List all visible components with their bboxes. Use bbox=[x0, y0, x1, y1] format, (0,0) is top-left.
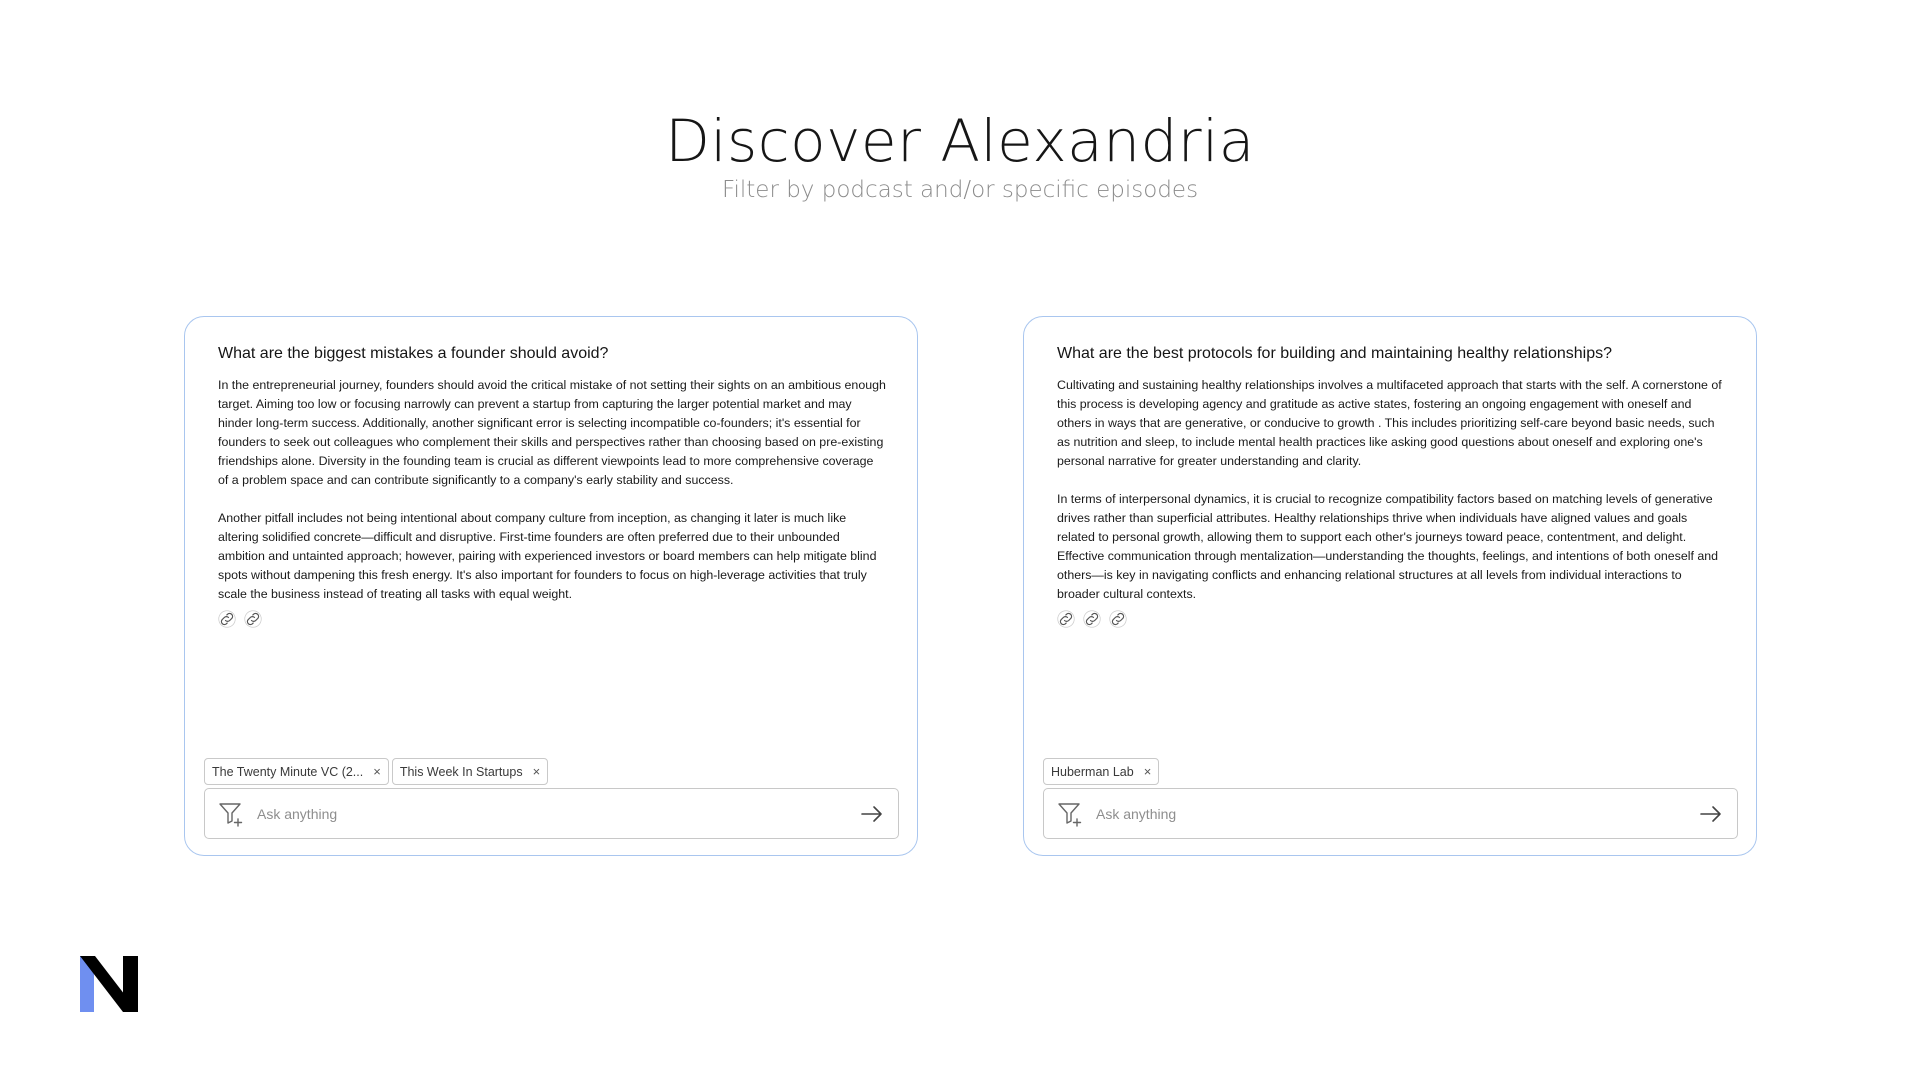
card-answer bbox=[1057, 376, 1726, 604]
card-question: What are the biggest mistakes a founder should avoid? bbox=[218, 345, 609, 362]
n-logo bbox=[80, 956, 138, 1012]
filter-plus-icon[interactable] bbox=[217, 800, 245, 828]
qa-card-healthy-relationships bbox=[1023, 316, 1757, 856]
ask-input[interactable] bbox=[257, 806, 860, 822]
link-icon[interactable] bbox=[1109, 610, 1127, 628]
filter-chip[interactable] bbox=[392, 758, 548, 785]
filter-plus-icon[interactable] bbox=[1056, 800, 1084, 828]
source-links bbox=[218, 610, 887, 628]
answer-paragraph: In terms of interpersonal dynamics, it is crucial to recognize compatibility factors based on matching levels of generative drives rather than superficial attributes. Healthy relationships thrive when individuals have aligned values and goals related to personal growth, allowing them to support each other's journeys toward peace, contentment, and delight. Effective communication through mentalization—understanding the thoughts, feelings, and intentions of both oneself and others—is key in navigating conflicts and enhancing relational structures at all levels from individual interactions to broader cultural contexts. bbox=[1057, 492, 1719, 601]
chip-label: This Week In Startups bbox=[399, 764, 523, 779]
ask-bar bbox=[204, 788, 899, 839]
close-icon[interactable]: × bbox=[373, 764, 381, 779]
page-subtitle: Filter by podcast and/or specific episodes bbox=[721, 177, 1199, 203]
card-content bbox=[1057, 342, 1726, 628]
answer-paragraph: Another pitfall includes not being intentional about company culture from inception, as changing it later is much like altering solidified concrete—difficult and disruptive. First-time founders are often preferred due to their unbounded ambition and untainted approach; however, pairing with experienced investors or board members can help mitigate blind spots without dampening this fresh energy. It's also important for founders to focus on high-leverage activities that truly scale the business instead of treating all tasks with equal weight. bbox=[218, 511, 877, 601]
card-question: What are the best protocols for building and maintaining healthy relationships? bbox=[1057, 345, 1612, 362]
card-content bbox=[218, 342, 887, 628]
answer-paragraph: Cultivating and sustaining healthy relationships involves a multifaceted approach that starts with the self. A cornerstone of this process is developing agency and gratitude as active states, fostering an ongoing engagement with oneself and others in ways that are generative, or conducive to growth . This includes prioritizing self-care beyond basic needs, such as nutrition and sleep, to include mental health practices like asking good questions about oneself and exploring one's personal narrative for greater understanding and clarity. bbox=[1057, 378, 1722, 468]
arrow-right-icon[interactable] bbox=[860, 804, 884, 824]
page-title: Discover Alexandria bbox=[665, 107, 1255, 175]
source-links bbox=[1057, 610, 1726, 628]
hero-header bbox=[0, 105, 1920, 203]
answer-paragraph: In the entrepreneurial journey, founders should avoid the critical mistake of not setting their sights on an ambitious enough target. Aiming too low or focusing narrowly can prevent a startup from capturing the larger potential market and may hinder long-term success. Additionally, another significant error is selecting incompatible co-founders; it's essential for founders to seek out colleagues who complement their skills and perspectives rather than choosing based on pre-existing friendships alone. Diversity in the founding team is crucial as different viewpoints lead to more comprehensive coverage of a problem space and can contribute significantly to a company's early stability and success. bbox=[218, 378, 886, 487]
link-icon[interactable] bbox=[1057, 610, 1075, 628]
close-icon[interactable]: × bbox=[532, 764, 541, 779]
ask-bar bbox=[1043, 788, 1738, 839]
close-icon[interactable]: × bbox=[1143, 764, 1152, 779]
ask-input[interactable] bbox=[1096, 806, 1699, 822]
chip-label: The Twenty Minute VC (2... bbox=[212, 764, 364, 779]
card-answer bbox=[218, 376, 887, 604]
filter-chip[interactable] bbox=[1043, 758, 1159, 785]
link-icon[interactable] bbox=[244, 610, 262, 628]
link-icon[interactable] bbox=[1083, 610, 1101, 628]
podcast-filter-chips bbox=[1043, 758, 1159, 785]
qa-card-founder-mistakes bbox=[184, 316, 918, 856]
arrow-right-icon[interactable] bbox=[1699, 804, 1723, 824]
podcast-filter-chips bbox=[204, 758, 548, 785]
link-icon[interactable] bbox=[218, 610, 236, 628]
chip-label: Huberman Lab bbox=[1051, 764, 1134, 779]
filter-chip[interactable] bbox=[204, 758, 389, 785]
